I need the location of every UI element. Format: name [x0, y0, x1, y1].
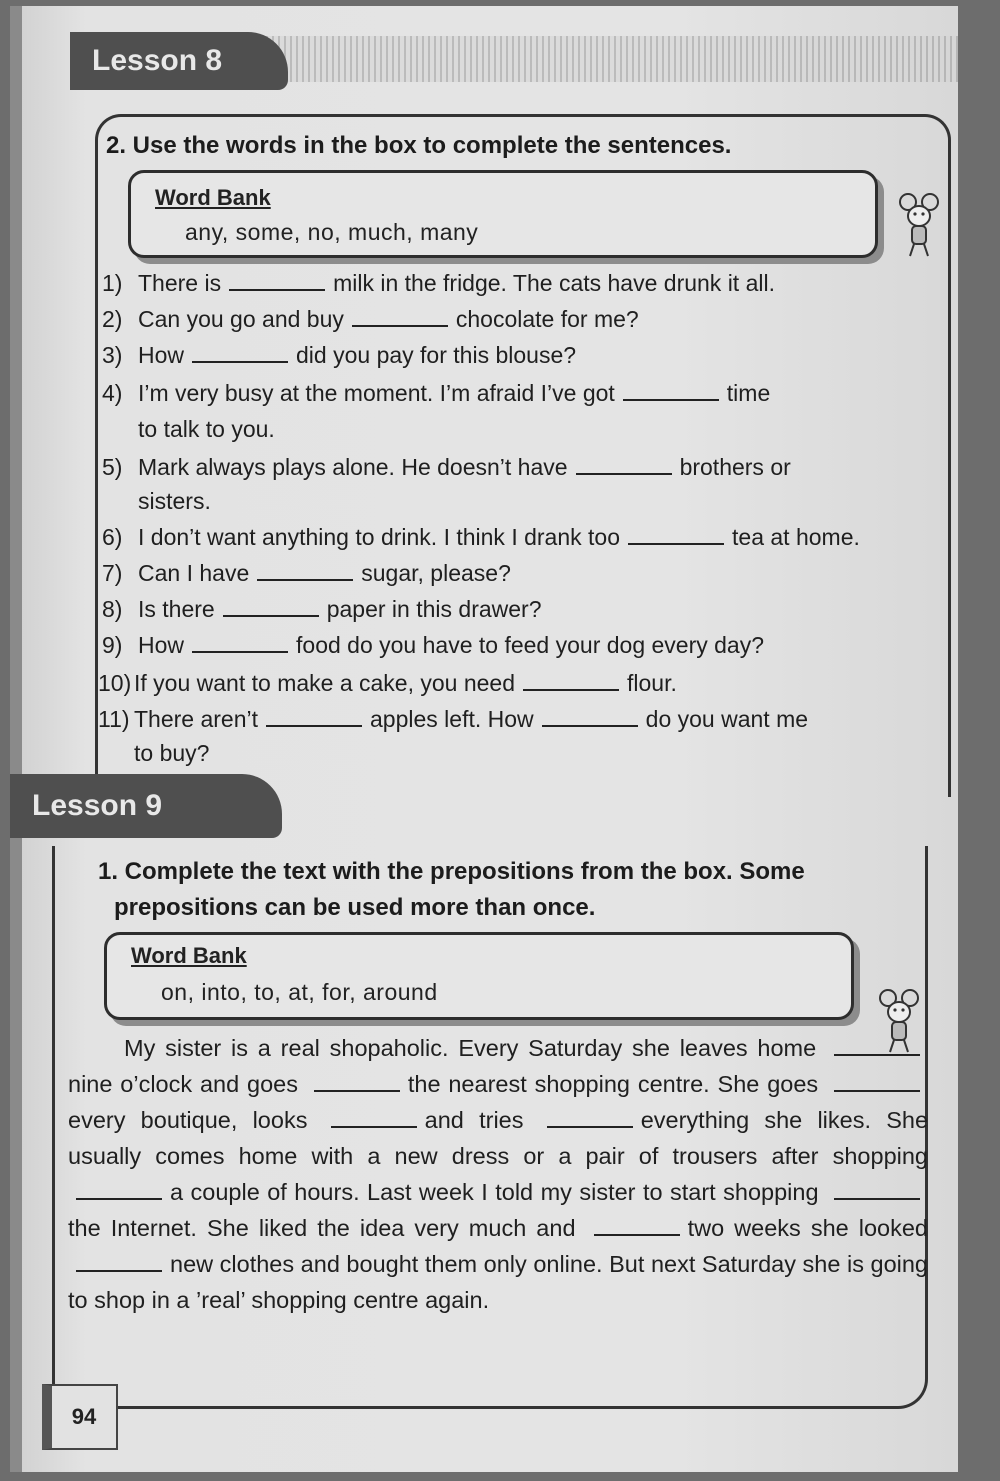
page-number: 94 — [42, 1384, 118, 1450]
lesson-8-word-bank — [128, 170, 878, 258]
lesson-8-tab: Lesson 8 — [70, 32, 288, 90]
page-spine — [10, 6, 22, 1472]
word-bank-words: on, into, to, at, for, around — [161, 979, 438, 1005]
lesson-8-task-title: 2. Use the words in the box to complete the sentences. — [106, 132, 732, 159]
sentence-1: 1) There is milk in the fridge. The cats have drunk it all. — [102, 270, 775, 296]
sentence-11: 11) There aren’t apples left. How do you want me — [98, 706, 809, 732]
answer-blank[interactable] — [192, 650, 288, 653]
header-stripes — [230, 36, 958, 82]
answer-blank[interactable] — [834, 1197, 920, 1200]
sentence-9: 9) How food do you have to feed your dog every day? — [102, 632, 765, 658]
answer-blank[interactable] — [628, 542, 724, 545]
answer-blank[interactable] — [76, 1197, 162, 1200]
answer-blank[interactable] — [594, 1233, 680, 1236]
answer-blank[interactable] — [229, 288, 325, 291]
mouse-mascot-icon — [898, 190, 942, 260]
sentence-4-continued: to talk to you. — [138, 416, 275, 442]
answer-blank[interactable] — [314, 1089, 400, 1092]
answer-blank[interactable] — [623, 398, 719, 401]
answer-blank[interactable] — [331, 1125, 417, 1128]
answer-blank[interactable] — [223, 614, 319, 617]
lesson-9-task-title-line2: prepositions can be used more than once. — [114, 894, 596, 921]
answer-blank[interactable] — [834, 1089, 920, 1092]
answer-blank[interactable] — [257, 578, 353, 581]
sentence-10: 10) If you want to make a cake, you need flour. — [98, 670, 677, 696]
answer-blank[interactable] — [266, 724, 362, 727]
sentence-6: 6) I don’t want anything to drink. I think I drank too tea at home. — [102, 524, 860, 550]
answer-blank[interactable] — [576, 472, 672, 475]
word-bank-title: Word Bank — [131, 943, 247, 968]
sentence-7: 7) Can I have sugar, please? — [102, 560, 511, 586]
answer-blank[interactable] — [352, 324, 448, 327]
answer-blank[interactable] — [542, 724, 638, 727]
sentence-5-continued: sisters. — [138, 488, 211, 514]
sentence-4: 4) I’m very busy at the moment. I’m afraid I’ve got time — [102, 380, 771, 406]
sentence-11-continued: to buy? — [134, 740, 210, 766]
answer-blank[interactable] — [547, 1125, 633, 1128]
answer-blank[interactable] — [834, 1053, 920, 1056]
sentence-5: 5) Mark always plays alone. He doesn’t have brothers or — [102, 454, 791, 480]
word-bank-words: any, some, no, much, many — [185, 219, 479, 245]
answer-blank[interactable] — [76, 1269, 162, 1272]
lesson-9-tab: Lesson 9 — [10, 774, 282, 838]
lesson-9-task-title-line1: 1. Complete the text with the prepositions from the box. Some — [98, 858, 805, 885]
answer-blank[interactable] — [192, 360, 288, 363]
sentence-2: 2) Can you go and buy chocolate for me? — [102, 306, 639, 332]
answer-blank[interactable] — [523, 688, 619, 691]
lesson-9-word-bank — [104, 932, 854, 1020]
workbook-page — [10, 6, 958, 1472]
sentence-3: 3) How did you pay for this blouse? — [102, 342, 577, 368]
sentence-8: 8) Is there paper in this drawer? — [102, 596, 542, 622]
word-bank-title: Word Bank — [155, 185, 271, 210]
lesson-9-text: My sister is a real shopaholic. Every Saturday she leaves home nine o’clock and goes the nearest shopping centre. She goes every boutique, looks and tries everything she likes. She usually comes home with a new dress or a pair of trousers after shopping a couple of hours. Last week I told my sister to start shopping the Internet. She liked the idea very much and two weeks she looked new clothes and bought them only online. But next Saturday she is going to shop in a ’real’ shopping centre again. — [68, 1035, 929, 1313]
